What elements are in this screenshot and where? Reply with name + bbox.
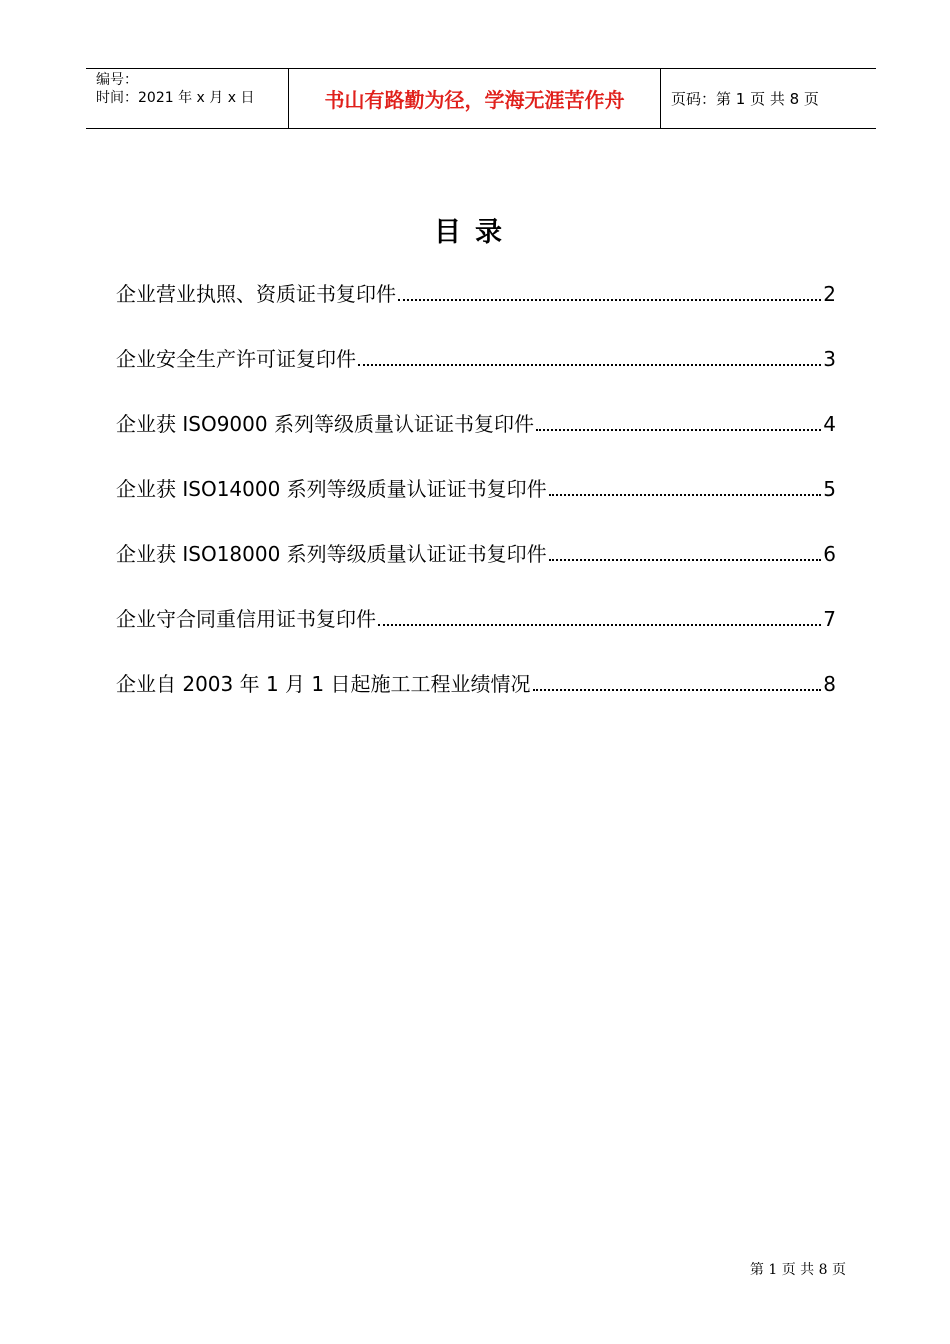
- toc-entry[interactable]: [116, 473, 836, 505]
- toc-entry[interactable]: [116, 668, 836, 700]
- header-page-info: 页码：第 1 页 共 8 页: [671, 90, 819, 108]
- table-of-contents: [116, 278, 836, 733]
- toc-entry[interactable]: [116, 408, 836, 440]
- toc-leader-dots: [398, 299, 821, 301]
- toc-title: 目录: [434, 217, 516, 248]
- toc-entry-page: 8: [823, 672, 836, 696]
- toc-entry-text: 企业安全生产许可证复印件: [116, 347, 356, 371]
- toc-entry-page: 6: [823, 542, 836, 566]
- toc-leader-dots: [549, 494, 822, 496]
- time-label: 时间：2021 年 x 月 x 日: [96, 90, 255, 106]
- toc-leader-dots: [536, 429, 821, 431]
- page-footer: 第 1 页 共 8 页: [749, 1262, 846, 1278]
- toc-leader-dots: [358, 364, 821, 366]
- toc-entry-page: 7: [823, 607, 836, 631]
- toc-entry-text: 企业获 ISO14000 系列等级质量认证证书复印件: [116, 477, 547, 501]
- toc-leader-dots: [378, 624, 821, 626]
- toc-entry[interactable]: [116, 603, 836, 635]
- toc-entry-page: 2: [823, 282, 836, 306]
- toc-entry-page: 4: [823, 412, 836, 436]
- toc-leader-dots: [533, 689, 822, 691]
- toc-entry-text: 企业获 ISO9000 系列等级质量认证证书复印件: [116, 412, 534, 436]
- toc-leader-dots: [549, 559, 822, 561]
- toc-entry-text: 企业守合同重信用证书复印件: [116, 607, 376, 631]
- toc-entry-text: 企业自 2003 年 1 月 1 日起施工工程业绩情况: [116, 672, 531, 696]
- toc-entry[interactable]: [116, 278, 836, 310]
- toc-entry-text: 企业营业执照、资质证书复印件: [116, 282, 396, 306]
- toc-entry-page: 5: [823, 477, 836, 501]
- header-motto: 书山有路勤为径，学海无涯苦作舟: [288, 69, 661, 128]
- header-meta: [86, 69, 288, 128]
- toc-entry-page: 3: [823, 347, 836, 371]
- serial-label: 编号：: [96, 72, 138, 88]
- toc-entry[interactable]: [116, 538, 836, 570]
- toc-entry-text: 企业获 ISO18000 系列等级质量认证证书复印件: [116, 542, 547, 566]
- toc-entry[interactable]: [116, 343, 836, 375]
- page-header: [86, 68, 876, 129]
